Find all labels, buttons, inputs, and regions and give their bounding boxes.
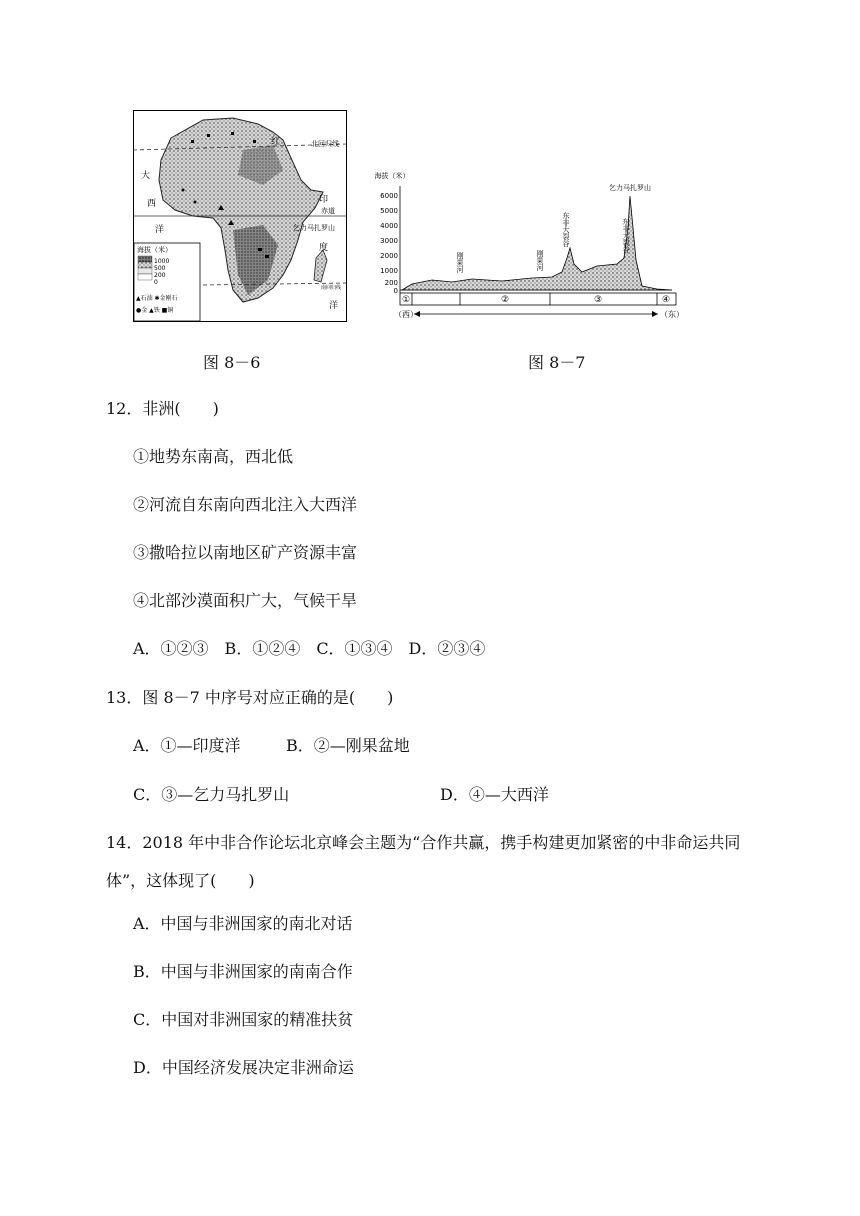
y-tick-5000: 5000 — [380, 207, 398, 215]
q14-option-d: D．中国经济发展决定非洲命运 — [133, 1058, 354, 1077]
y-tick-6000: 6000 — [380, 192, 398, 200]
ocean-left-char-3: 洋 — [155, 225, 165, 235]
elevation-profile-figure — [372, 168, 702, 324]
tropic-south-label: 南回归线 — [321, 285, 342, 291]
q12-item-2: ②河流自东南向西北注入大西洋 — [133, 495, 358, 514]
q14-option-b: B．中国与非洲国家的南南合作 — [133, 962, 353, 981]
segment-1: ① — [401, 295, 411, 305]
ocean-left-char-1: 大 — [141, 171, 151, 181]
congo-river-label-1: 刚果河 — [456, 252, 464, 273]
africa-map-figure — [133, 110, 347, 322]
rift-label-2: 东非大裂谷 — [622, 218, 630, 253]
ocean-right-char-1: 印 — [319, 195, 329, 205]
profile-axis-title: 海拔（米） — [374, 172, 410, 180]
y-tick-200: 200 — [384, 279, 398, 287]
segment-2: ② — [500, 295, 510, 305]
q14-option-c: C．中国对非洲国家的精准扶贫 — [133, 1010, 354, 1029]
q13-option-d: D．④—大西洋 — [440, 785, 549, 804]
segment-4: ④ — [661, 295, 671, 305]
profile-terrain — [402, 196, 672, 290]
y-tick-4000: 4000 — [380, 222, 398, 230]
west-label: （西） — [394, 310, 418, 319]
kilimanjaro-peak-label: 乞力马扎罗山 — [609, 184, 651, 192]
q12-item-4: ④北部沙漠面积广大，气候干旱 — [133, 591, 358, 610]
ocean-left-char-2: 西 — [147, 199, 157, 209]
ocean-right-char-3: 洋 — [329, 301, 339, 311]
legend-symbols-row2: ●金 ▲铁 ■铜 — [136, 307, 174, 314]
congo-river-label-2: 刚果河 — [536, 250, 544, 271]
legend-level-1000: 1000 — [154, 258, 170, 265]
equator-label: 赤道 — [321, 207, 335, 215]
y-tick-1000: 1000 — [380, 267, 398, 275]
kilimanjaro-label: 乞力马扎罗山 — [293, 224, 335, 232]
q13-option-c: C．③—乞力马扎罗山 — [133, 785, 290, 804]
tropic-north-label: 北回归线 — [311, 140, 339, 148]
figure-8-7-caption: 图 8－7 — [528, 353, 586, 372]
y-tick-2000: 2000 — [380, 252, 398, 260]
rift-label-1: 东非大裂谷 — [562, 212, 570, 247]
ocean-right-char-2: 度 — [319, 243, 329, 253]
q14-option-a: A．中国与非洲国家的南北对话 — [133, 914, 353, 933]
q13-stem: 13．图 8－7 中序号对应正确的是( ) — [106, 688, 394, 707]
y-tick-3000: 3000 — [380, 237, 398, 245]
east-label: （东） — [660, 310, 684, 319]
legend-level-500: 500 — [154, 265, 166, 272]
red-sea-label: 红 — [271, 137, 281, 147]
q14-stem: 14．2018 年中非合作论坛北京峰会主题为“合作共赢，携手构建更加紧密的中非命运共同体”，这体现了( ) — [106, 833, 741, 890]
legend-title: 海拔（米） — [137, 246, 172, 254]
legend-symbols-row1: ▲石油 ✱金刚石 — [136, 295, 178, 302]
q13-option-a: A．①—印度洋 — [133, 736, 241, 755]
legend-level-200: 200 — [154, 272, 166, 279]
q12-item-1: ①地势东南高，西北低 — [133, 447, 294, 466]
segment-3: ③ — [593, 295, 603, 305]
map-legend — [134, 243, 200, 321]
q13-option-b: B．②—刚果盆地 — [286, 736, 410, 755]
figure-8-6-caption: 图 8－6 — [203, 353, 261, 372]
q12-stem: 12．非洲( ) — [106, 399, 219, 418]
y-tick-0: 0 — [393, 287, 398, 295]
q12-item-3: ③撒哈拉以南地区矿产资源丰富 — [133, 543, 358, 562]
q12-options: A．①②③ B．①②④ C．①③④ D．②③④ — [133, 639, 486, 658]
legend-level-0: 0 — [154, 279, 158, 286]
